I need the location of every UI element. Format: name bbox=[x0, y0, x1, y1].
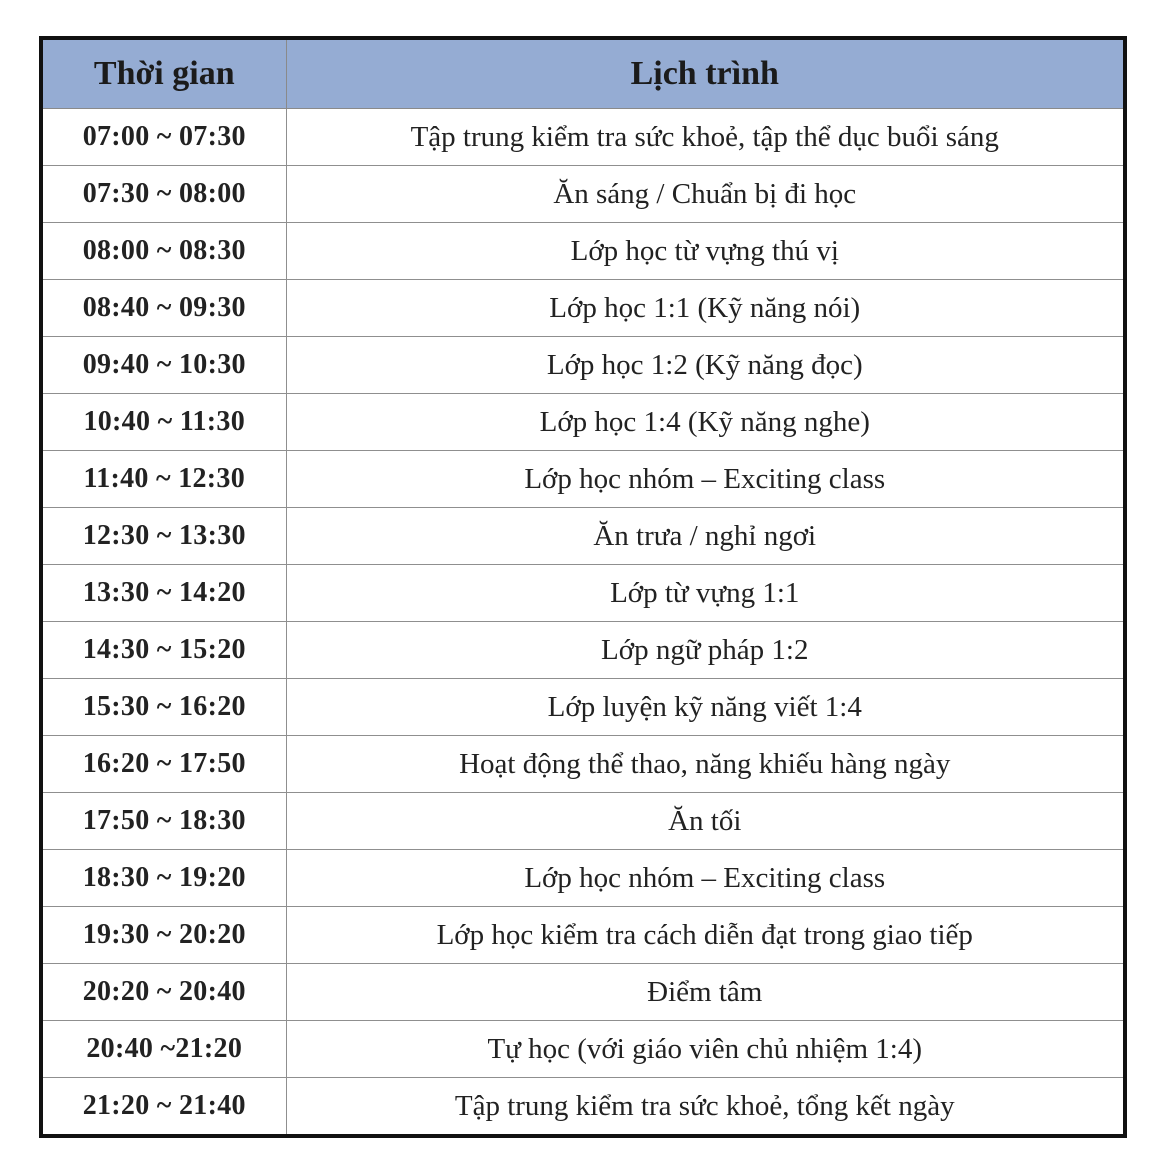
time-cell: 12:30 ~ 13:30 bbox=[41, 508, 286, 565]
time-cell: 07:30 ~ 08:00 bbox=[41, 166, 286, 223]
table-row bbox=[41, 679, 1125, 736]
table-row bbox=[41, 280, 1125, 337]
activity-cell: Lớp luyện kỹ năng viết 1:4 bbox=[286, 679, 1125, 736]
table-body bbox=[41, 109, 1125, 1137]
time-cell: 11:40 ~ 12:30 bbox=[41, 451, 286, 508]
activity-cell: Lớp ngữ pháp 1:2 bbox=[286, 622, 1125, 679]
table-row bbox=[41, 850, 1125, 907]
time-cell: 15:30 ~ 16:20 bbox=[41, 679, 286, 736]
header-row bbox=[41, 38, 1125, 109]
activity-cell: Ăn sáng / Chuẩn bị đi học bbox=[286, 166, 1125, 223]
table-header bbox=[41, 38, 1125, 109]
time-cell: 20:40 ~21:20 bbox=[41, 1021, 286, 1078]
table-row bbox=[41, 736, 1125, 793]
table-row bbox=[41, 565, 1125, 622]
table-row bbox=[41, 337, 1125, 394]
time-cell: 07:00 ~ 07:30 bbox=[41, 109, 286, 166]
activity-cell: Lớp học 1:2 (Kỹ năng đọc) bbox=[286, 337, 1125, 394]
activity-cell: Lớp học kiểm tra cách diễn đạt trong giao tiếp bbox=[286, 907, 1125, 964]
activity-cell: Tự học (với giáo viên chủ nhiệm 1:4) bbox=[286, 1021, 1125, 1078]
activity-cell: Hoạt động thể thao, năng khiếu hàng ngày bbox=[286, 736, 1125, 793]
table-row bbox=[41, 793, 1125, 850]
time-cell: 20:20 ~ 20:40 bbox=[41, 964, 286, 1021]
table-row bbox=[41, 907, 1125, 964]
table-row bbox=[41, 964, 1125, 1021]
time-cell: 08:00 ~ 08:30 bbox=[41, 223, 286, 280]
time-cell: 16:20 ~ 17:50 bbox=[41, 736, 286, 793]
schedule-table bbox=[39, 36, 1127, 1138]
table-row bbox=[41, 1078, 1125, 1137]
activity-cell: Lớp học nhóm – Exciting class bbox=[286, 451, 1125, 508]
schedule-column-header: Lịch trình bbox=[286, 38, 1125, 109]
activity-cell: Tập trung kiểm tra sức khoẻ, tập thể dục buổi sáng bbox=[286, 109, 1125, 166]
table-row bbox=[41, 394, 1125, 451]
time-cell: 17:50 ~ 18:30 bbox=[41, 793, 286, 850]
activity-cell: Tập trung kiểm tra sức khoẻ, tổng kết ngày bbox=[454, 1089, 955, 1122]
time-cell: 09:40 ~ 10:30 bbox=[41, 337, 286, 394]
activity-cell: Lớp học từ vựng thú vị bbox=[286, 223, 1125, 280]
table-row bbox=[41, 622, 1125, 679]
table-row bbox=[41, 1021, 1125, 1078]
activity-cell: Lớp học nhóm – Exciting class bbox=[286, 850, 1125, 907]
time-cell: 08:40 ~ 09:30 bbox=[41, 280, 286, 337]
table-row bbox=[41, 451, 1125, 508]
time-cell: 10:40 ~ 11:30 bbox=[41, 394, 286, 451]
table-row bbox=[41, 223, 1125, 280]
time-cell: 21:20 ~ 21:40 bbox=[41, 1078, 286, 1137]
activity-cell: Lớp học 1:1 (Kỹ năng nói) bbox=[286, 280, 1125, 337]
time-cell: 18:30 ~ 19:20 bbox=[41, 850, 286, 907]
time-cell: 14:30 ~ 15:20 bbox=[41, 622, 286, 679]
table-row bbox=[41, 166, 1125, 223]
table-row bbox=[41, 508, 1125, 565]
activity-cell: Ăn tối bbox=[286, 793, 1125, 850]
activity-cell: Ăn trưa / nghỉ ngơi bbox=[286, 508, 1125, 565]
activity-cell: Lớp học 1:4 (Kỹ năng nghe) bbox=[286, 394, 1125, 451]
activity-cell: Lớp từ vựng 1:1 bbox=[286, 565, 1125, 622]
table-row bbox=[41, 109, 1125, 166]
time-cell: 19:30 ~ 20:20 bbox=[41, 907, 286, 964]
activity-cell: Điểm tâm bbox=[286, 964, 1125, 1021]
time-cell: 13:30 ~ 14:20 bbox=[41, 565, 286, 622]
time-column-header: Thời gian bbox=[41, 38, 286, 109]
